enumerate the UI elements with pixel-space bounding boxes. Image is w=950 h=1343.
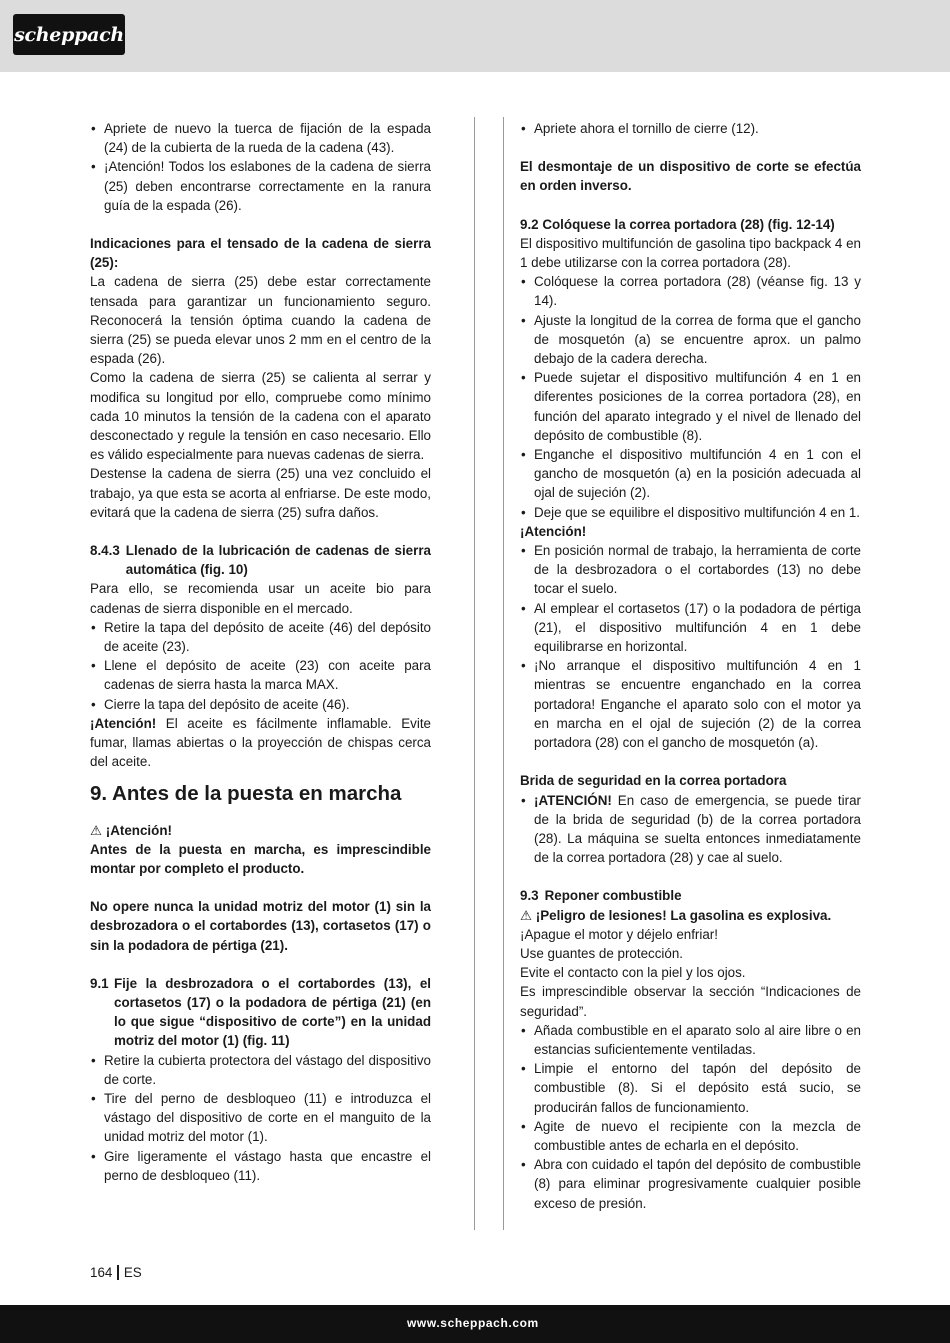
bullet-list	[520, 272, 861, 522]
attention-line	[90, 821, 431, 840]
attention-label: ¡Atención!	[520, 523, 587, 539]
bullet-list	[520, 119, 861, 138]
list-item: • Añada combustible en el aparato solo al aire libre o en estancias suficientemente ventiladas.	[520, 1021, 861, 1059]
strap-label: ¡ATENCIÓN!	[534, 792, 612, 808]
paragraph: Destense la cadena de sierra (25) una vez concluido el trabajo, ya que esta se acorta al enfriarse. De este modo, evitará que la cadena de sierra (25) sufra daños.	[90, 466, 431, 520]
paragraph: Como la cadena de sierra (25) se calienta al serrar y modifica su longitud por ello, compruebe como mínimo cada 10 minutos la tensión de la cadena con el aparato desconectado y regule la tensión en caso necesario. Ello es válido especialmente para nuevas cadenas de sierra.	[90, 370, 431, 463]
attention-label: ¡Atención!	[105, 822, 172, 838]
section-number: 9.1	[90, 975, 109, 991]
section-heading-8-4-3	[90, 541, 431, 579]
bullet-list	[520, 791, 861, 868]
strap-text: En caso de emergencia, se puede tirar de la brida de seguridad (b) de la correa portadora (28). La máquina se suelta entonces inmediatamente de la correa portadora (28) y cae al suelo.	[534, 792, 861, 866]
chapter-heading: 9. Antes de la puesta en marcha	[90, 781, 402, 805]
page-footer	[90, 1265, 142, 1280]
mount-note: Antes de la puesta en marcha, es imprescindible montar por completo el producto.	[90, 841, 431, 876]
warning-triangle-icon: ⚠	[520, 907, 533, 923]
list-item: • En posición normal de trabajo, la herramienta de corte de la desbrozadora o el cortabordes (13) no debe tocar el suelo.	[520, 541, 861, 599]
language-code: ES	[123, 1265, 142, 1280]
section-title: Reponer combustible	[544, 888, 682, 904]
left-column	[90, 119, 431, 1185]
footer-separator	[117, 1265, 119, 1280]
list-item: • Deje que se equilibre el dispositivo multifunción 4 en 1.	[520, 503, 861, 522]
section-heading-9-3	[520, 886, 861, 905]
bullet-list	[520, 1021, 861, 1213]
list-item: • Abra con cuidado el tapón del depósito de combustible (8) para eliminar progresivamente cualquier posible exceso de presión.	[520, 1155, 861, 1213]
page-number: 164	[90, 1265, 113, 1280]
list-item: • ¡Atención! Todos los eslabones de la cadena de sierra (25) deben encontrarse correctamente en la ranura guía de la espada (26).	[90, 157, 431, 215]
paragraph: Use guantes de protección.	[520, 945, 684, 961]
bottom-band	[0, 1305, 950, 1343]
bullet-list	[90, 119, 431, 215]
section-title: Fije la desbrozadora o el cortabordes (13), el cortasetos (17) o la podadora de pértiga (21) (en lo que sigue “dispositivo de corte”) en la unidad motriz del motor (1) (fig. 11)	[114, 975, 431, 1049]
bullet-list	[520, 541, 861, 752]
oil-warning	[90, 714, 431, 772]
warning-text: El aceite es fácilmente inflamable. Evite fumar, llamas abiertas o la proyección de chispas cerca del aceite.	[90, 715, 431, 770]
column-divider	[503, 117, 504, 1230]
danger-text: ¡Peligro de lesiones! La gasolina es explosiva.	[535, 907, 832, 923]
list-item: • Colóquese la correa portadora (28) (véanse fig. 13 y 14).	[520, 272, 861, 310]
section-heading-9-1	[90, 974, 431, 1051]
list-item: • Llene el depósito de aceite (23) con aceite para cadenas de sierra hasta la marca MAX.	[90, 656, 431, 694]
strap-heading: Brida de seguridad en la correa portadora	[520, 773, 787, 789]
list-item: • ¡No arranque el dispositivo multifunción 4 en 1 mientras se encuentre enganchado en la correa portadora! Enganche el aparato solo con el motor ya en marcha en el ojal de sujeción (2) de la correa portadora (28) con el gancho de mosquetón (a).	[520, 656, 861, 752]
dismount-note: El desmontaje de un dispositivo de corte se efectúa en orden inverso.	[520, 159, 861, 194]
list-item: • Ajuste la longitud de la correa de forma que el gancho de mosquetón (a) se encuentre aprox. un palmo debajo de la cadera derecha.	[520, 311, 861, 369]
tension-heading: Indicaciones para el tensado de la cadena de sierra (25):	[90, 236, 431, 271]
scheppach-logo	[13, 14, 125, 55]
logo-text: scheppach	[14, 23, 124, 46]
list-item	[520, 791, 861, 868]
section-number: 8.4.3	[90, 543, 120, 559]
bullet-list	[90, 618, 431, 714]
warning-label: ¡Atención!	[90, 715, 157, 731]
paragraph: Para ello, se recomienda usar un aceite bio para cadenas de sierra disponible en el mercado.	[90, 581, 431, 616]
list-item: • Retire la cubierta protectora del vástago del dispositivo de corte.	[90, 1051, 431, 1089]
never-operate-note: No opere nunca la unidad motriz del motor (1) sin la desbrozadora o el cortabordes (13), cortasetos (17) o sin la podadora de pértiga (21).	[90, 899, 431, 953]
list-item: • Tire del perno de desbloqueo (11) e introduzca el vástago del dispositivo de corte en el manguito de la unidad motriz del motor (1).	[90, 1089, 431, 1147]
paragraph: Es imprescindible observar la sección “Indicaciones de seguridad”.	[520, 984, 861, 1019]
paragraph: Evite el contacto con la piel y los ojos.	[520, 965, 746, 981]
section-number: 9.3	[520, 888, 539, 904]
right-column	[520, 119, 861, 1213]
column-divider	[474, 117, 475, 1230]
list-item: • Puede sujetar el dispositivo multifunción 4 en 1 en diferentes posiciones de la correa portadora (28), en función del aparato integrado y el nivel de llenado del depósito de combustible (8).	[520, 368, 861, 445]
list-item: • Apriete de nuevo la tuerca de fijación de la espada (24) de la cubierta de la rueda de la cadena (43).	[90, 119, 431, 157]
list-item: • Agite de nuevo el recipiente con la mezcla de combustible antes de echarla en el depósito.	[520, 1117, 861, 1155]
bullet-list	[90, 1051, 431, 1185]
website-link[interactable]: www.scheppach.com	[407, 1316, 539, 1330]
warning-triangle-icon: ⚠	[90, 822, 103, 838]
list-item: • Gire ligeramente el vástago hasta que encastre el perno de desbloqueo (11).	[90, 1147, 431, 1185]
paragraph: La cadena de sierra (25) debe estar correctamente tensada para garantizar un funcionamiento seguro. Reconocerá la tensión óptima cuando la cadena de sierra (25) se pueda elevar unos 2 mm en el centro de la espada (26).	[90, 274, 431, 367]
danger-line	[520, 906, 861, 925]
list-item: • Cierre la tapa del depósito de aceite (46).	[90, 695, 431, 714]
list-item: • Enganche el dispositivo multifunción 4 en 1 con el gancho de mosquetón (a) en la posición adecuada al ojal de sujeción (2).	[520, 445, 861, 503]
paragraph: ¡Apague el motor y déjelo enfriar!	[520, 926, 718, 942]
header-band	[0, 0, 950, 72]
list-item: • Limpie el entorno del tapón del depósito de combustible (8). Si el depósito está sucio, se producirán fallos de funcionamiento.	[520, 1059, 861, 1117]
section-heading-9-2: 9.2 Colóquese la correa portadora (28) (fig. 12-14)	[520, 216, 835, 232]
list-item: • Al emplear el cortasetos (17) o la podadora de pértiga (21), el dispositivo multifunción 4 en 1 debe equilibrarse en horizontal.	[520, 599, 861, 657]
list-item: • Retire la tapa del depósito de aceite (46) del depósito de aceite (23).	[90, 618, 431, 656]
list-item: • Apriete ahora el tornillo de cierre (12).	[520, 119, 861, 138]
section-title: Llenado de la lubricación de cadenas de sierra automática (fig. 10)	[125, 543, 431, 578]
paragraph: El dispositivo multifunción de gasolina tipo backpack 4 en 1 debe utilizarse con la correa portadora (28).	[520, 235, 861, 271]
